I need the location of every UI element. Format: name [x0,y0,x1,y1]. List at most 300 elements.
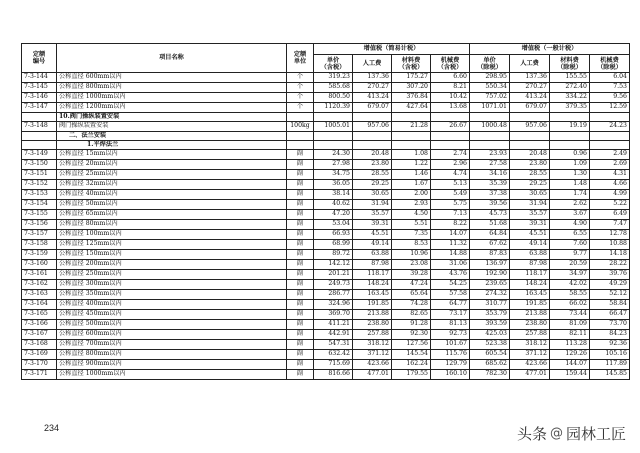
cell-value: 92.73 [431,330,470,340]
cell-empty [550,132,590,141]
table-row [22,310,630,320]
cell-name: 公称直径 1000mm以内 [57,93,287,103]
cell-value: 393.59 [470,320,510,330]
cell-code [22,113,57,122]
cell-value: 105.16 [590,350,630,360]
table-row [22,270,630,280]
cell-empty [470,141,510,150]
cell-value: 34.75 [314,170,353,180]
cell-empty [353,132,392,141]
header-sub: 机械费 （除税） [590,55,630,73]
cell-unit: 副 [287,360,314,370]
cell-value: 159.44 [550,370,590,380]
header-sub: 人工费 [353,55,392,73]
cell-value: 23.93 [470,150,510,160]
cell-empty [392,113,431,122]
cell-value: 66.47 [590,310,630,320]
cell-value: 29.25 [353,180,392,190]
cell-code: 7-3-148 [22,122,57,132]
cell-code [22,141,57,150]
cell-value: 137.36 [353,73,392,83]
cell-value: 81.13 [431,320,470,330]
cell-code: 7-3-154 [22,200,57,210]
cell-value: 101.67 [431,340,470,350]
cell-value: 64.84 [470,230,510,240]
cell-code [22,132,57,141]
cell-value: 91.28 [392,320,431,330]
cell-value: 68.99 [314,240,353,250]
cell-value: 129.79 [431,360,470,370]
cell-value: 238.80 [510,320,550,330]
cell-unit: 副 [287,300,314,310]
cell-value: 49.14 [510,240,550,250]
cell-value: 257.88 [353,330,392,340]
cell-value: 31.06 [431,260,470,270]
cell-empty [431,113,470,122]
watermark-prefix: 头条 [516,425,547,443]
cell-unit: 副 [287,230,314,240]
cell-value: 7.13 [431,210,470,220]
cell-value: 2.74 [431,150,470,160]
cell-value: 286.77 [314,290,353,300]
cell-unit: 副 [287,210,314,220]
cell-unit: 副 [287,310,314,320]
cell-value: 87.98 [510,260,550,270]
cell-value: 87.83 [470,250,510,260]
cell-unit: 副 [287,220,314,230]
cell-value: 1005.01 [314,122,353,132]
table-row [22,260,630,270]
cell-value: 24.23 [590,122,630,132]
cell-name: 公称直径 700mm以内 [57,340,287,350]
cell-value: 1.09 [550,160,590,170]
table-row [22,170,630,180]
cell-unit: 副 [287,320,314,330]
cell-value: 7.60 [550,240,590,250]
cell-value: 20.59 [550,260,590,270]
cell-value: 51.68 [470,220,510,230]
table-row [22,290,630,300]
cell-value: 28.55 [510,170,550,180]
cell-value: 27.98 [314,160,353,170]
cell-value: 5.22 [590,200,630,210]
cell-empty [431,132,470,141]
cell-value: 334.22 [550,93,590,103]
cell-value: 84.23 [590,330,630,340]
cell-value: 45.73 [470,210,510,220]
cell-name: 公称直径 200mm以内 [57,260,287,270]
cell-value: 307.20 [392,83,431,93]
cell-value: 39.56 [470,200,510,210]
cell-name: 公称直径 50mm以内 [57,200,287,210]
cell-name: 公称直径 20mm以内 [57,160,287,170]
cell-code: 7-3-159 [22,250,57,260]
cell-value: 272.40 [550,83,590,93]
cell-value: 35.39 [470,180,510,190]
cell-value: 127.56 [392,340,431,350]
cell-code: 7-3-170 [22,360,57,370]
table-row [22,350,630,360]
cell-value: 163.45 [353,290,392,300]
header-group-simple-tax: 增值税（简易计税） [314,44,470,55]
cell-name: 阀门操纵装置安装 [57,122,287,132]
cell-value: 47.20 [314,210,353,220]
table-row [22,330,630,340]
cell-value: 1071.01 [470,103,510,113]
page-number: 234 [44,423,60,433]
cell-code: 7-3-160 [22,260,57,270]
cell-value: 81.09 [550,320,590,330]
cell-value: 136.97 [470,260,510,270]
cell-empty [314,141,353,150]
cell-name: 公称直径 900mm以内 [57,360,287,370]
cell-value: 2.00 [392,190,431,200]
cell-value: 39.31 [510,220,550,230]
cell-value: 10.96 [392,250,431,260]
table-row [22,340,630,350]
cell-value: 163.45 [510,290,550,300]
cell-value: 145.54 [392,350,431,360]
cell-value: 2.62 [550,200,590,210]
header-group-general-tax: 增值税（一般计税） [470,44,630,55]
cell-value: 371.12 [353,350,392,360]
cell-value: 318.12 [510,340,550,350]
cell-empty [392,141,431,150]
cell-empty [550,141,590,150]
table-row [22,300,630,310]
cell-value: 4.99 [590,190,630,200]
cell-name: 公称直径 100mm以内 [57,230,287,240]
table-row [22,370,630,380]
table-row [22,230,630,240]
watermark-at: @ [549,426,563,441]
table-row [22,83,630,93]
cell-value: 427.64 [392,103,431,113]
section-title: 二、法兰安装 [57,132,287,141]
cell-value: 2.49 [590,150,630,160]
cell-value: 1120.39 [314,103,353,113]
cell-value: 137.36 [510,73,550,83]
header-row-groups [22,44,630,55]
cell-value: 87.98 [353,260,392,270]
cell-value: 73.70 [590,320,630,330]
cell-empty [510,113,550,122]
cell-value: 155.55 [550,73,590,83]
cell-value: 23.08 [392,260,431,270]
cell-value: 1.74 [550,190,590,200]
cell-value: 27.58 [470,160,510,170]
cell-value: 310.77 [470,300,510,310]
cell-empty [314,132,353,141]
cell-name: 公称直径 32mm以内 [57,180,287,190]
cell-name: 公称直径 125mm以内 [57,240,287,250]
table-row [22,93,630,103]
cell-value: 249.73 [314,280,353,290]
cell-code: 7-3-168 [22,340,57,350]
cell-value: 58.55 [550,290,590,300]
table-body [22,73,630,380]
cell-value: 4.31 [590,170,630,180]
cell-empty [510,141,550,150]
table-row [22,200,630,210]
cell-unit: 副 [287,340,314,350]
cell-code: 7-3-153 [22,190,57,200]
cell-value: 1.67 [392,180,431,190]
cell-value: 148.24 [353,280,392,290]
cell-value: 37.38 [470,190,510,200]
cell-value: 191.85 [353,300,392,310]
cell-name: 公称直径 300mm以内 [57,280,287,290]
cell-empty [550,113,590,122]
cell-value: 36.05 [314,180,353,190]
cell-value: 13.68 [431,103,470,113]
cell-value: 757.02 [470,93,510,103]
cell-name: 公称直径 350mm以内 [57,290,287,300]
watermark [517,423,626,444]
cell-unit: 副 [287,330,314,340]
cell-unit: 副 [287,160,314,170]
cell-value: 34.97 [550,270,590,280]
cell-value: 411.21 [314,320,353,330]
cell-value: 11.32 [431,240,470,250]
table-row [22,160,630,170]
cell-empty [287,141,314,150]
cell-value: 379.35 [550,103,590,113]
cell-code: 7-3-155 [22,210,57,220]
cell-value: 19.19 [550,122,590,132]
table-row [22,360,630,370]
cell-value: 10.42 [431,93,470,103]
cell-value: 7.35 [392,230,431,240]
cell-value: 270.27 [353,83,392,93]
cell-value: 6.55 [550,230,590,240]
cell-code: 7-3-152 [22,180,57,190]
cell-empty [287,132,314,141]
cell-code: 7-3-163 [22,290,57,300]
cell-value: 6.49 [590,210,630,220]
section-row [22,132,630,141]
cell-value: 423.66 [510,360,550,370]
cell-code: 7-3-147 [22,103,57,113]
cell-code: 7-3-162 [22,280,57,290]
cell-value: 142.12 [314,260,353,270]
cell-value: 8.22 [431,220,470,230]
cell-value: 30.65 [353,190,392,200]
cell-unit: 个 [287,73,314,83]
cell-unit: 副 [287,240,314,250]
cell-value: 298.95 [470,73,510,83]
table-row [22,180,630,190]
cell-value: 442.91 [314,330,353,340]
cell-value: 782.30 [470,370,510,380]
cell-value: 8.21 [431,83,470,93]
section-row [22,113,630,122]
table-row [22,210,630,220]
cell-value: 5.13 [431,180,470,190]
cell-value: 74.28 [392,300,431,310]
cell-name: 公称直径 800mm以内 [57,83,287,93]
cell-code: 7-3-156 [22,220,57,230]
cell-value: 477.01 [510,370,550,380]
cell-value: 92.36 [590,340,630,350]
table-row [22,250,630,260]
cell-name: 公称直径 600mm以内 [57,330,287,340]
cell-value: 63.88 [510,250,550,260]
cell-value: 4.74 [431,170,470,180]
cell-value: 35.57 [353,210,392,220]
cell-value: 64.77 [431,300,470,310]
cell-value: 39.31 [353,220,392,230]
table-row [22,150,630,160]
cell-unit: 副 [287,260,314,270]
cell-unit: 副 [287,200,314,210]
cell-name: 公称直径 40mm以内 [57,190,287,200]
section-title: 1.平焊法兰 [57,141,287,150]
cell-value: 2.96 [431,160,470,170]
cell-value: 28.22 [590,260,630,270]
cell-value: 14.07 [431,230,470,240]
cell-name: 公称直径 250mm以内 [57,270,287,280]
cell-unit: 副 [287,290,314,300]
cell-value: 1.22 [392,160,431,170]
table-row [22,240,630,250]
cell-value: 238.80 [353,320,392,330]
cell-value: 10.88 [590,240,630,250]
cell-value: 523.38 [470,340,510,350]
cell-name: 公称直径 80mm以内 [57,220,287,230]
cell-value: 42.02 [550,280,590,290]
cell-value: 29.25 [510,180,550,190]
cell-empty [470,132,510,141]
cell-value: 12.78 [590,230,630,240]
cell-value: 66.93 [314,230,353,240]
cell-value: 53.04 [314,220,353,230]
cell-code: 7-3-161 [22,270,57,280]
cell-name: 公称直径 15mm以内 [57,150,287,160]
header-name: 项目名称 [57,44,287,73]
cell-code: 7-3-158 [22,240,57,250]
cell-value: 39.28 [392,270,431,280]
table-row [22,320,630,330]
table-row [22,220,630,230]
header-sub: 单价 （除税） [470,55,510,73]
cell-code: 7-3-169 [22,350,57,360]
cell-value: 31.94 [510,200,550,210]
cell-code: 7-3-165 [22,310,57,320]
cell-value: 82.65 [392,310,431,320]
cell-value: 49.14 [353,240,392,250]
cell-value: 47.24 [392,280,431,290]
cell-value: 2.69 [590,160,630,170]
cell-name: 公称直径 25mm以内 [57,170,287,180]
cell-value: 270.27 [510,83,550,93]
cell-value: 4.66 [590,180,630,190]
cell-value: 4.90 [550,220,590,230]
cell-value: 58.84 [590,300,630,310]
cell-value: 49.29 [590,280,630,290]
cell-value: 423.66 [353,360,392,370]
cell-unit: 副 [287,350,314,360]
cell-unit: 100kg [287,122,314,132]
cell-value: 144.07 [550,360,590,370]
cell-name: 公称直径 450mm以内 [57,310,287,320]
cell-empty [590,141,630,150]
cell-value: 45.51 [510,230,550,240]
cell-unit: 副 [287,180,314,190]
cell-value: 800.50 [314,93,353,103]
cell-code: 7-3-145 [22,83,57,93]
cell-value: 92.30 [392,330,431,340]
cell-value: 118.17 [353,270,392,280]
cell-value: 14.88 [431,250,470,260]
cell-value: 715.69 [314,360,353,370]
cell-value: 115.76 [431,350,470,360]
cell-value: 113.28 [550,340,590,350]
cell-name: 公称直径 150mm以内 [57,250,287,260]
cell-value: 117.89 [590,360,630,370]
cell-unit: 个 [287,103,314,113]
header-sub: 单价 （含税） [314,55,353,73]
cell-value: 73.17 [431,310,470,320]
cell-value: 1.46 [392,170,431,180]
cell-value: 162.24 [392,360,431,370]
cell-empty [510,132,550,141]
table-row [22,73,630,83]
cell-unit: 副 [287,170,314,180]
cell-code: 7-3-166 [22,320,57,330]
cell-name: 公称直径 800mm以内 [57,350,287,360]
cell-name: 公称直径 600mm以内 [57,73,287,83]
cell-value: 52.12 [590,290,630,300]
cell-value: 4.50 [392,210,431,220]
cell-unit: 副 [287,370,314,380]
cell-value: 371.12 [510,350,550,360]
cell-empty [470,113,510,122]
cell-value: 5.75 [431,200,470,210]
cell-value: 353.79 [470,310,510,320]
cell-value: 679.07 [353,103,392,113]
cell-empty [287,113,314,122]
cell-value: 5.49 [431,190,470,200]
cell-name: 公称直径 400mm以内 [57,300,287,310]
cell-value: 30.65 [510,190,550,200]
cell-value: 318.12 [353,340,392,350]
cell-value: 160.10 [431,370,470,380]
cell-value: 43.76 [431,270,470,280]
cell-value: 23.80 [510,160,550,170]
cell-value: 0.96 [550,150,590,160]
cell-value: 82.11 [550,330,590,340]
cell-empty [353,113,392,122]
cell-unit: 副 [287,280,314,290]
cell-value: 7.47 [590,220,630,230]
cell-value: 257.88 [510,330,550,340]
cell-name: 公称直径 1200mm以内 [57,103,287,113]
cell-value: 213.88 [510,310,550,320]
cell-name: 公称直径 65mm以内 [57,210,287,220]
cell-value: 816.66 [314,370,353,380]
cell-value: 39.76 [590,270,630,280]
cell-value: 957.06 [510,122,550,132]
cell-value: 14.18 [590,250,630,260]
cell-value: 192.90 [470,270,510,280]
cell-value: 45.51 [353,230,392,240]
cell-value: 7.53 [590,83,630,93]
table-row [22,103,630,113]
cell-value: 213.88 [353,310,392,320]
cell-value: 585.68 [314,83,353,93]
cell-value: 54.25 [431,280,470,290]
